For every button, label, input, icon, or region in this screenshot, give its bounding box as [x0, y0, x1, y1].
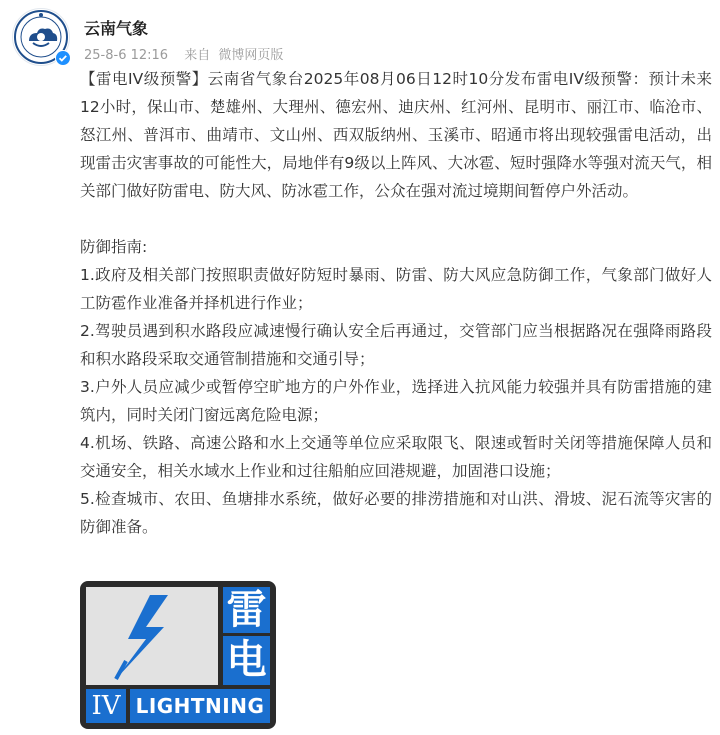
bolt-tile	[86, 587, 218, 685]
alert-paragraph: 【雷电IV级预警】云南省气象台2025年08月06日12时10分发布雷电IV级预警：预计未来12小时，保山市、楚雄州、大理州、德宏州、迪庆州、红河州、昆明市、丽江市、临沧市、怒江州、普洱市、曲靖市、文山州、西双版纳州、玉溪市、昭通市将出现较强雷电活动，出现雷击灾害事故的可能性大，局地伴有9级以上阵风、大冰雹、短时强降水等强对流天气，相关部门做好防雷电、防大风、防冰雹工作，公众在强对流过境期间暂停户外活动。	[80, 70, 712, 200]
post-timestamp[interactable]: 25-8-6 12:16	[84, 48, 169, 63]
source-label: 来自	[184, 48, 211, 63]
lightning-warning-image[interactable]	[80, 581, 276, 729]
guide-item-3: 3.户外人员应减少或暂停空旷地方的户外作业，选择进入抗风能力较强并具有防雷措施的建筑内，同时关闭门窗远离危险电源；	[80, 378, 712, 424]
lightning-bolt-icon	[86, 587, 218, 685]
warning-level: IV	[86, 689, 126, 723]
avatar-wrapper[interactable]	[12, 8, 70, 66]
warning-char-2: 电	[223, 636, 270, 685]
guide-item-2: 2.驾驶员遇到积水路段应减速慢行确认安全后再通过，交管部门应当根据路况在强降雨路段和积水路段采取交通管制措施和交通引导；	[80, 322, 712, 368]
post-source: 微博网页版	[218, 48, 284, 63]
guide-item-4: 4.机场、铁路、高速公路和水上交通等单位应采取限飞、限速或暂时关闭等措施保障人员和交通安全，相关水域水上作业和过往船舶应回港规避，加固港口设施；	[80, 434, 712, 480]
post-body	[80, 65, 712, 541]
warning-char-1: 雷	[223, 587, 270, 633]
warning-english-label: LIGHTNING	[130, 689, 270, 723]
guide-title: 防御指南:	[80, 238, 148, 256]
guide-item-1: 1.政府及相关部门按照职责做好防短时暴雨、防雷、防大风应急防御工作，气象部门做好人工防雹作业准备并择机进行作业；	[80, 266, 712, 312]
author-name[interactable]: 云南气象	[84, 19, 149, 38]
post-header	[12, 8, 712, 70]
post-meta	[84, 44, 295, 63]
guide-item-5: 5.检查城市、农田、鱼塘排水系统，做好必要的排涝措施和对山洪、滑坡、泥石流等灾害的防御准备。	[80, 490, 712, 536]
verified-badge-icon	[55, 50, 71, 66]
